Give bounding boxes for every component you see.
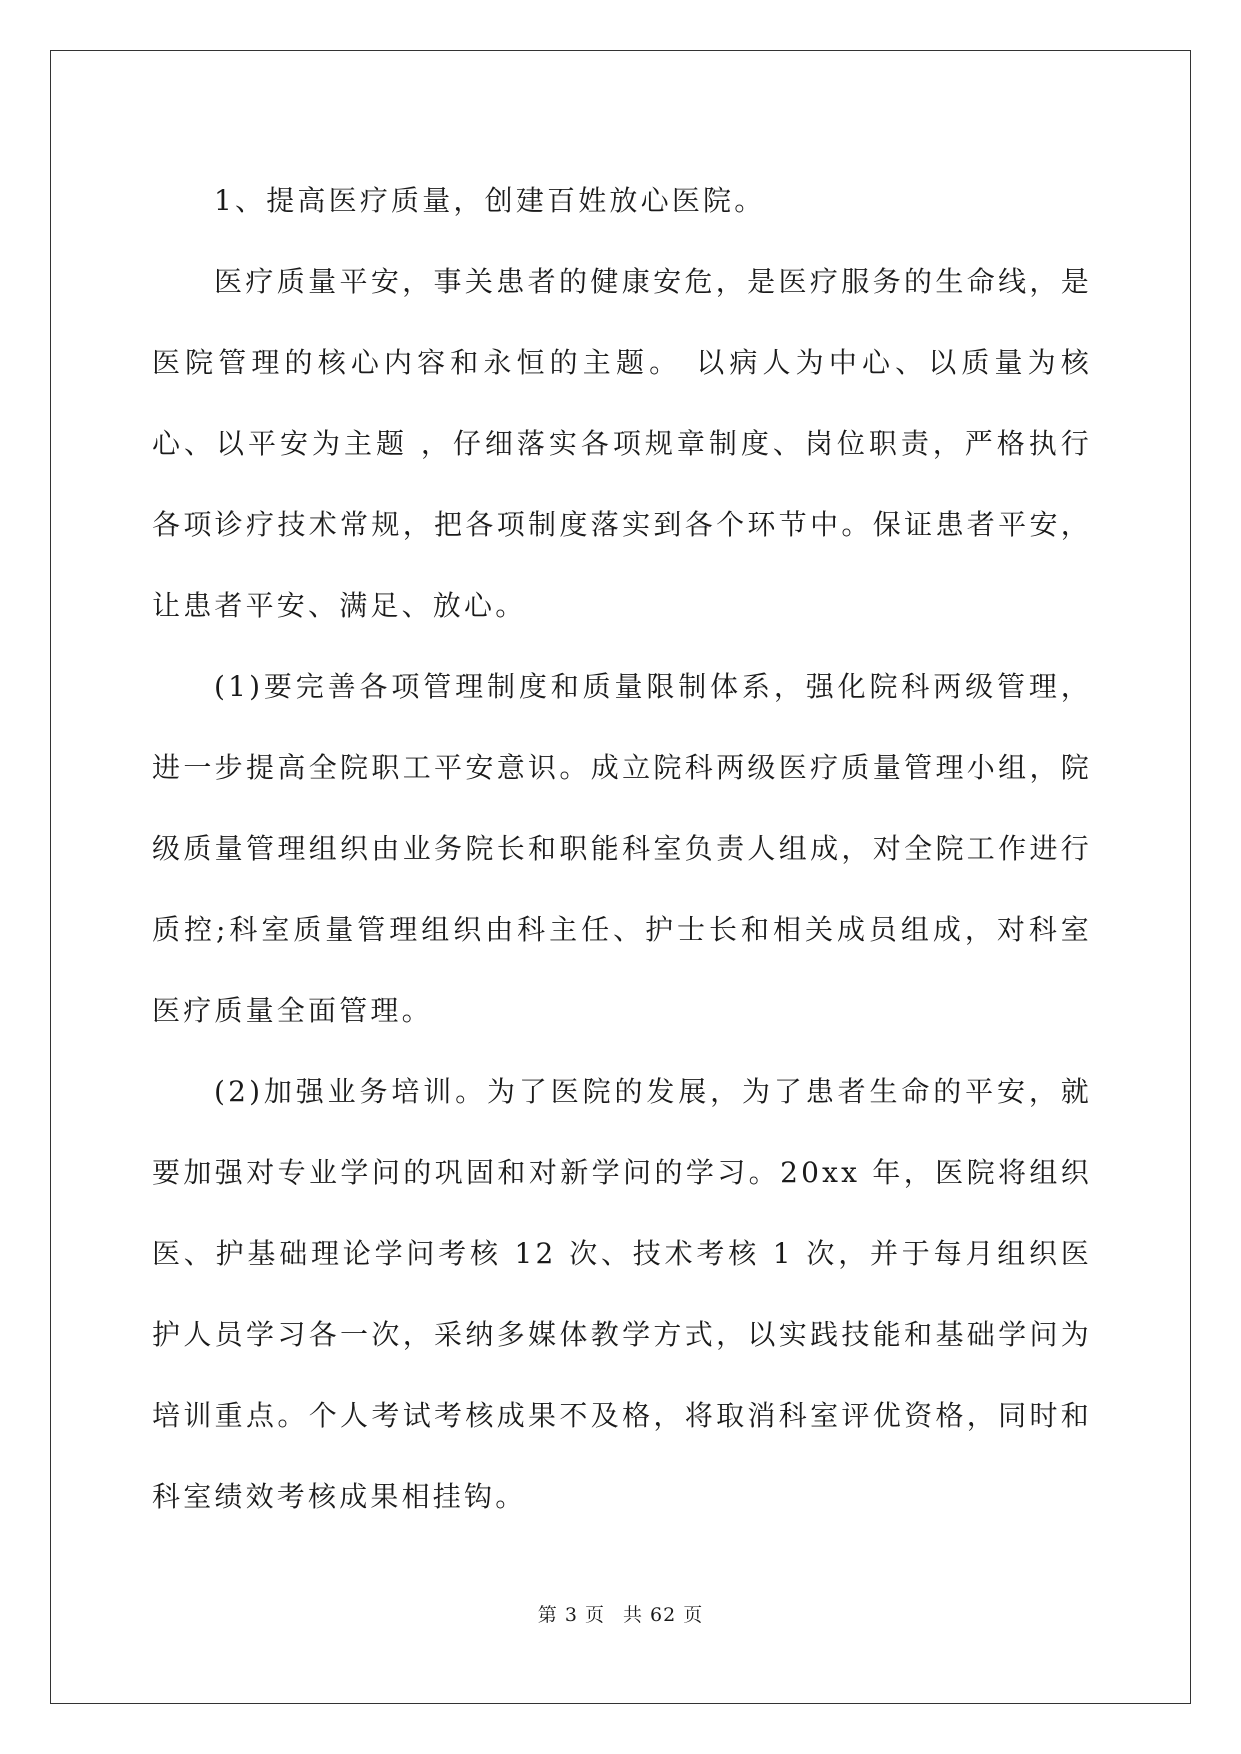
paragraph-medical-quality: 医疗质量平安，事关患者的健康安危，是医疗服务的生命线，是医院管理的核心内容和永恒的主题。 以病人为中心、以质量为核心、以平安为主题 ，仔细落实各项规章制度、岗位职责，严格执行各项诊疗技术常规，把各项制度落实到各个环节中。保证患者平安，让患者平安、满足、放心。 <box>152 265 1092 622</box>
page-number: 第 3 页 <box>537 1604 605 1626</box>
paragraph-management-system: (1)要完善各项管理制度和质量限制体系，强化院科两级管理，进一步提高全院职工平安意识。成立院科两级医疗质量管理小组，院级质量管理组织由业务院长和职能科室负责人组成，对全院工作进行质控;科室质量管理组织由科主任、护士长和相关成员组成，对科室医疗质量全面管理。 <box>152 670 1092 1027</box>
paragraph-heading-1: 1、提高医疗质量，创建百姓放心医院。 <box>214 184 766 217</box>
page-total: 共 62 页 <box>622 1604 704 1626</box>
page-footer <box>0 1600 1241 1627</box>
paragraph-training: (2)加强业务培训。为了医院的发展，为了患者生命的平安，就要加强对专业学问的巩固和对新学问的学习。20xx 年，医院将组织医、护基础理论学问考核 12 次、技术考核 1 次，并于每月组织医护人员学习各一次，采纳多媒体教学方式，以实践技能和基础学问为培训重点。个人考试考核成果不及格，将取消科室评优资格，同时和科室绩效考核成果相挂钩。 <box>152 1075 1092 1513</box>
document-body <box>152 160 1092 1537</box>
